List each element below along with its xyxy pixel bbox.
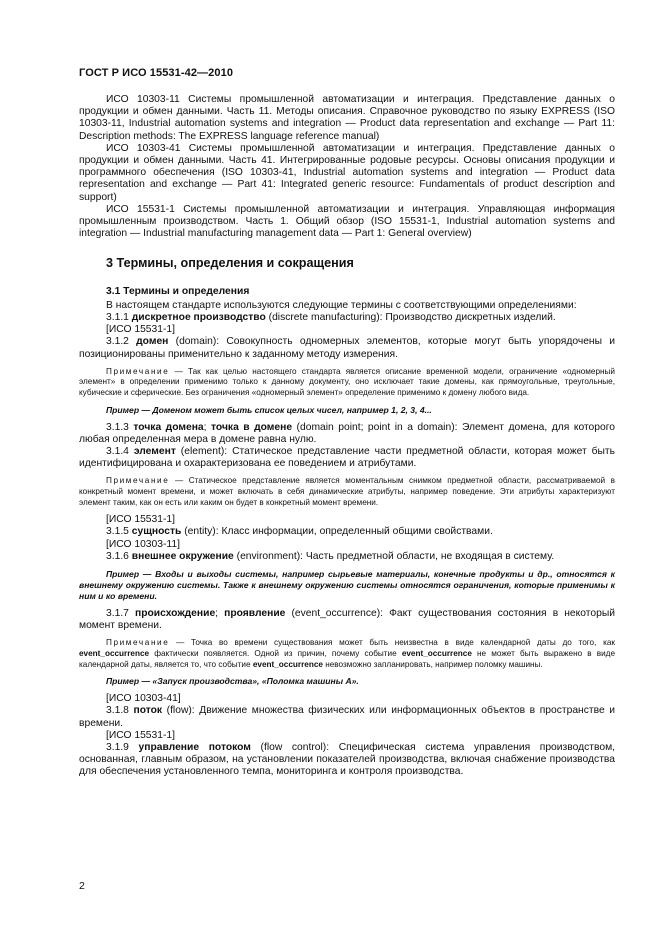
note-text: не может быть выражено в виде календарной даты, является то, что событие <box>79 649 616 669</box>
note-label: Примечание <box>106 366 170 376</box>
note-label: Примечание <box>106 638 170 648</box>
note-text: фактически появляется. Одной из причин, почему событие <box>149 649 402 659</box>
term-definition: (flow): Движение множества физических или информационных объектов в пространстве и времени. <box>79 705 615 729</box>
term-source: [ИСО 10303-11] <box>106 538 180 550</box>
reference-iso-10303-41: ИСО 10303-41 Системы промышленной автоматизации и интеграция. Представление данных о продукции и обмен данными. Часть 41. Интегрированные родовые ресурсы. Основы описания продукции и программного обеспечения (ISO 10303-41, Industrial automation systems and integration — Product data representation and exchange — Part 41: Integrated generic resource: Fundamentals of product description and support) <box>79 142 615 203</box>
term-number: 3.1.7 <box>106 608 135 620</box>
term-3-1-3 <box>79 422 615 446</box>
term-number: 3.1.5 <box>106 526 132 538</box>
note-keyword: event_occurrence <box>401 649 472 659</box>
note-keyword: event_occurrence <box>79 649 150 659</box>
note-text: — Так как целью настоящего стандарта является описание временной модели, ограничение «одномерный элемент» в определении применимо только к данному документу, оно исключает такие домены, как прямоугольные, треугольные, кубические и сферические. Без ограничения «одномерный элемент» определение применимо к домену любого вида. <box>79 366 615 398</box>
term-name-alt: проявление <box>224 608 286 620</box>
term-name: точка домена <box>133 421 204 433</box>
term-separator: ; <box>215 608 225 620</box>
note-3-1-7 <box>79 638 615 670</box>
term-source: [ИСО 10303-41] <box>106 693 181 705</box>
term-name: происхождение <box>134 608 216 620</box>
term-name: дискретное производство <box>131 312 266 324</box>
term-3-1-8 <box>79 705 615 729</box>
term-number: 3.1.2 <box>106 336 137 348</box>
note-3-1-2 <box>79 367 615 399</box>
term-3-1-7 <box>79 608 615 632</box>
document-header: ГОСТ Р ИСО 15531-42—2010 <box>79 67 234 79</box>
term-3-1-6 <box>79 551 615 563</box>
term-name: элемент <box>133 446 176 458</box>
example-3-1-6: Пример — Входы и выходы системы, например сырьевые материалы, конечные продукты и др., относятся к внешнему окружению системы. Также к внешнему окружению системы относятся ограничения, которые применимы к ним и ко времени. <box>79 569 615 602</box>
term-definition: (element): Статическое представление части предметной области, которая может быть идентифицирована и охарактеризована ее поведением и атрибутами. <box>79 446 616 470</box>
term-number: 3.1.8 <box>106 705 134 717</box>
example-3-1-7: Пример — «Запуск производства», «Поломка машины А». <box>106 676 359 687</box>
term-3-1-4 <box>79 446 615 470</box>
term-number: 3.1.3 <box>106 421 134 433</box>
section-title: 3 Термины, определения и сокращения <box>106 256 354 271</box>
term-number: 3.1.9 <box>106 742 139 754</box>
note-text: — Точка во времени существования может быть неизвестна в виде календарной даты до того, как <box>169 638 615 648</box>
term-number: 3.1.6 <box>106 550 132 562</box>
note-text: невозможно запланировать, например поломку машины. <box>322 659 543 669</box>
term-definition: (event_occurrence): Факт существования состояния в некоторый момент времени. <box>79 608 615 632</box>
document-body <box>79 94 615 779</box>
term-name: сущность <box>131 526 182 538</box>
section-intro: В настоящем стандарте используются следующие термины с соответствующими определениями: <box>106 299 577 311</box>
example-3-1-2: Пример — Доменом может быть список целых чисел, например 1, 2, 3, 4... <box>106 404 432 415</box>
term-source: [ИСО 15531-1] <box>106 729 175 741</box>
term-name: внешнее окружение <box>131 550 234 562</box>
term-name: поток <box>133 705 163 717</box>
term-definition: (domain point; point in a domain): Элемент домена, для которого любая определенная мера в домене равна нулю. <box>79 421 615 445</box>
reference-iso-10303-11: ИСО 10303-11 Системы промышленной автоматизации и интеграция. Представление данных о продукции и обмен данными. Часть 11. Методы описания. Справочное руководство по языку EXPRESS (ISO 10303-11, Industrial automation systems and integration — Product data representation and exchange — Part 11: Description methods: The EXPRESS language reference manual) <box>79 94 615 142</box>
term-3-1-2 <box>79 336 615 360</box>
note-label: Примечание <box>106 476 170 486</box>
term-3-1-5 <box>79 526 615 538</box>
term-definition: (environment): Часть предметной области, не входящая в систему. <box>233 550 555 562</box>
term-definition: (domain): Совокупность одномерных элементов, которые могут быть упорядочены и позиционированы применительно к заданному методу измерения. <box>79 336 615 360</box>
term-3-1-1 <box>79 312 615 324</box>
term-name: домен <box>136 336 169 348</box>
term-name: управление потоком <box>138 742 251 754</box>
term-separator: ; <box>203 421 211 433</box>
term-definition: (flow control): Специфическая система управления производством, основанная, главным образом, на установлении показателей производства, включая снабжение производства для обеспечения установленного темпа, мониторинга и контроля производства. <box>79 742 616 778</box>
term-number: 3.1.1 <box>106 312 132 324</box>
term-definition: (entity): Класс информации, определенный общими свойствами. <box>181 526 493 538</box>
subsection-title: 3.1 Термины и определения <box>106 285 250 297</box>
term-3-1-9 <box>79 742 615 779</box>
term-definition: (discrete manufacturing): Производство дискретных изделий. <box>265 312 556 324</box>
term-source: [ИСО 15531-1] <box>106 514 175 526</box>
term-number: 3.1.4 <box>106 446 134 458</box>
reference-iso-15531-1: ИСО 15531-1 Системы промышленной автоматизации и интеграция. Управляющая информация промышленным производством. Часть 1. Общий обзор (ISO 15531-1, Industrial automation systems and integration — Industrial manufacturing management data — Part 1: General overview) <box>79 203 615 240</box>
note-3-1-4 <box>79 476 615 508</box>
term-source: [ИСО 15531-1] <box>106 324 175 336</box>
term-name-alt: точка в домене <box>211 421 293 433</box>
page-number: 2 <box>79 880 85 892</box>
note-keyword: event_occurrence <box>252 659 323 669</box>
note-text: — Статическое представление является моментальным снимком предметной области, рассматриваемой в конкретный момент времени, и может включать в себя динамические атрибуты, например поведение. Эти атрибуты характеризуют элемент таким, как он есть или каким он будет в конкретный момент времени. <box>79 476 615 507</box>
